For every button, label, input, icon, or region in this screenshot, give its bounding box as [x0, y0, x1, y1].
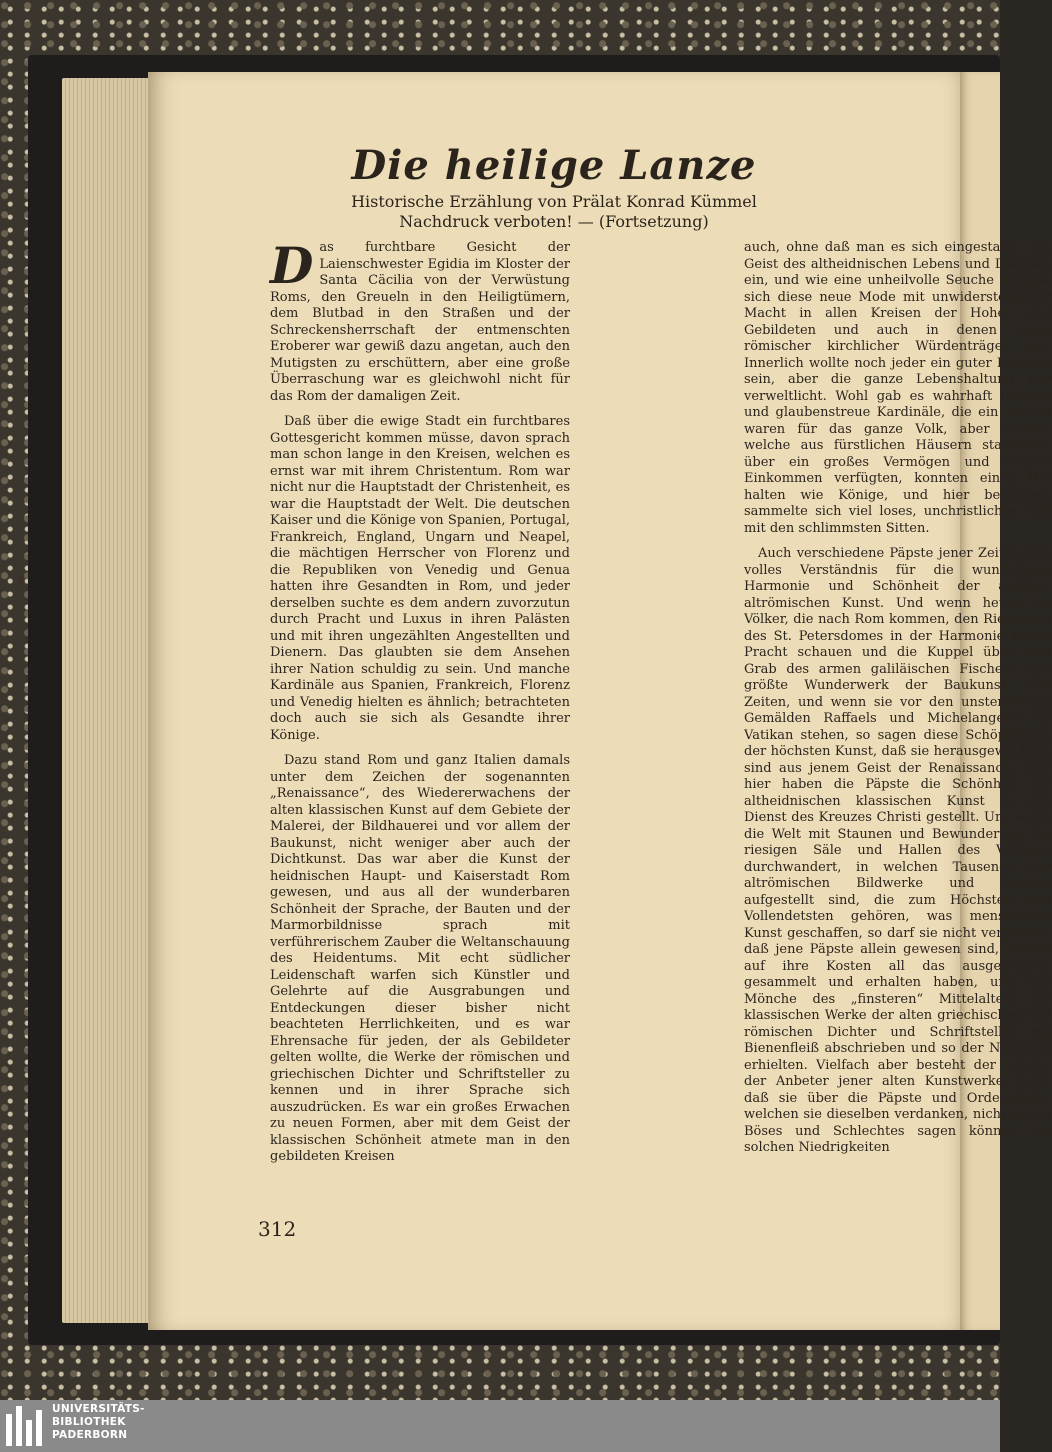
- article-note: Nachdruck verboten! — (Fortsetzung): [399, 212, 709, 231]
- library-name-line: PADERBORN: [52, 1429, 128, 1441]
- page-number: 312: [258, 1217, 297, 1241]
- paragraph-text: as furchtbare Gesicht der Laienschwester Egidia im Kloster der Santa Cäcilia von der Verwüstung Roms, den Greueln in den Heiligtümern, dem Blutbad in den Straßen und der Schreckensherrschaft der entmenschten Eroberer war gewiß dazu angetan, auch den Mutigsten zu erschüttern, aber eine große Überraschung war es gleichwohl nicht für das Rom der damaligen Zeit.: [270, 240, 570, 404]
- library-name-line: UNIVERSITÄTS-: [52, 1403, 145, 1415]
- drop-cap: D: [270, 236, 314, 295]
- article-subtitle: Historische Erzählung von Prälat Konrad Kümmel: [351, 192, 757, 211]
- paragraph: Daß über die ewige Stadt ein furchtbares Gottesgericht kommen müsse, davon sprach man schon lange in den Kreisen, welchen es ernst war mit ihrem Christentum. Rom war nicht nur die Hauptstadt der Christenheit, es war die Hauptstadt der Welt. Die deutschen Kaiser und die Könige von Spanien, Portugal, Frankreich, England, Ungarn und Neapel, die mächtigen Herrscher von Florenz und die Republiken von Venedig und Genua hatten ihre Gesandten in Rom, und jeder derselben suchte es dem andern zuvorzutun durch Pracht und Luxus in ihren Palästen und mit ihren ungezählten Angestellten und Dienern. Das glaubten sie dem Ansehen ihrer Nation schuldig zu sein. Und manche Kardinäle aus Spanien, Frankreich, Florenz und Venedig hielten es ähnlich; betrachteten doch auch sie sich als Gesandte ihrer Könige.: [270, 414, 570, 743]
- library-logo-icon: [6, 1406, 46, 1446]
- article-title: Die heilige Lanze: [351, 142, 757, 189]
- binding-hole: [18, 576, 24, 586]
- page-edges: [62, 78, 152, 1323]
- library-footer: [0, 1400, 1000, 1452]
- library-name-line: BIBLIOTHEK: [52, 1416, 126, 1428]
- paragraph: Dazu stand Rom und ganz Italien damals unter dem Zeichen der sogenannten „Renaissance“, des Wiedererwachens der alten klassischen Kunst auf dem Gebiete der Malerei, der Bildhauerei und vor allem der Baukunst, nicht weniger aber auch der Dichtkunst. Das war aber die Kunst der heidnischen Haupt- und Kaiserstadt Rom gewesen, und aus all der wunderbaren Schönheit der Sprache, der Bauten und der Marmorbildnisse sprach mit verführerischem Zauber die Weltanschauung des Heidentums. Mit echt südlicher Leidenschaft warfen sich Künstler und Gelehrte auf die Ausgrabungen und Entdeckungen dieser bisher nicht beachteten Herrlichkeiten, und es war Ehrensache für jeden, der als Gebildeter gelten wollte, die Werke der römischen und griechischen Dichter und Schriftsteller zu kennen und in ihrer Sprache sich auszudrücken. Es war ein großes Erwachen zu neuen Formen, aber mit dem Geist der klassischen Schönheit atmete man in den gebildeten Kreisen: [270, 753, 570, 1164]
- library-name: [52, 1403, 145, 1442]
- book-page: [148, 72, 1052, 1330]
- paragraph: auch, ohne daß man es sich eingestand, den Geist des altheidnischen Lebens und Denkens ein, und wie eine unheilvolle Seuche breitete sich diese neue Mode mit unwiderstehlicher Macht in allen Kreisen der Hohen und Gebildeten und auch in denen vieler römischer kirchlicher Würdenträger aus. Innerlich wollte noch jeder ein guter Katholik sein, aber die ganze Lebenshaltung war verweltlicht. Wohl gab es wahrhaft fromme und glaubenstreue Kardinäle, die ein Vorbild waren für das ganze Volk, aber andere, welche aus fürstlichen Häusern stammten, über ein großes Vermögen und reiches Einkommen verfügten, konnten einen Hof halten wie Könige, und hier besonders sammelte sich viel loses, unchristliches Volk mit den schlimmsten Sitten.: [744, 240, 1052, 536]
- paragraph: Auch verschiedene Päpste jener Zeit hatten volles Verständnis für die wunderbare Harmonie und Schönheit der antiken, altrömischen Kunst. Und wenn heute die Völker, die nach Rom kommen, den Riesenbau des St. Petersdomes in der Harmonie seiner Pracht schauen und die Kuppel über dem Grab des armen galiläischen Fischers, das größte Wunderwerk der Baukunst aller Zeiten, und wenn sie vor den unsterblichen Gemälden Raffaels und Michelangelos im Vatikan stehen, so sagen diese Schöpfungen der höchsten Kunst, daß sie herausgewachsen sind aus jenem Geist der Renaissance, aber hier haben die Päpste die Schönheit der altheidnischen klassischen Kunst in den Dienst des Kreuzes Christi gestellt. Und wenn die Welt mit Staunen und Bewunderung die riesigen Säle und Hallen des Vatikans durchwandert, in welchen Tausende der altrömischen Bildwerke und Statuen aufgestellt sind, die zum Höchsten und Vollendetsten gehören, was menschliche Kunst geschaffen, so darf sie nicht vergessen, daß jene Päpste allein gewesen sind, welche auf ihre Kosten all das ausgegraben, gesammelt und erhalten haben, und daß Mönche des „finsteren“ Mittelalters die klassischen Werke der alten griechischen und römischen Dichter und Schriftsteller mit Bienenfleiß abschrieben und so der Nachwelt erhielten. Vielfach aber besteht der „Dank“ der Anbeter jener alten Kunstwerke darin, daß sie über die Päpste und Ordensleute, welchen sie dieselben verdanken, nicht genug Böses und Schlechtes sagen können. An solchen Niedrigkeiten: [744, 546, 1052, 1155]
- right-column: [744, 240, 1052, 1166]
- left-column: [270, 236, 570, 1175]
- paragraph: [270, 236, 570, 405]
